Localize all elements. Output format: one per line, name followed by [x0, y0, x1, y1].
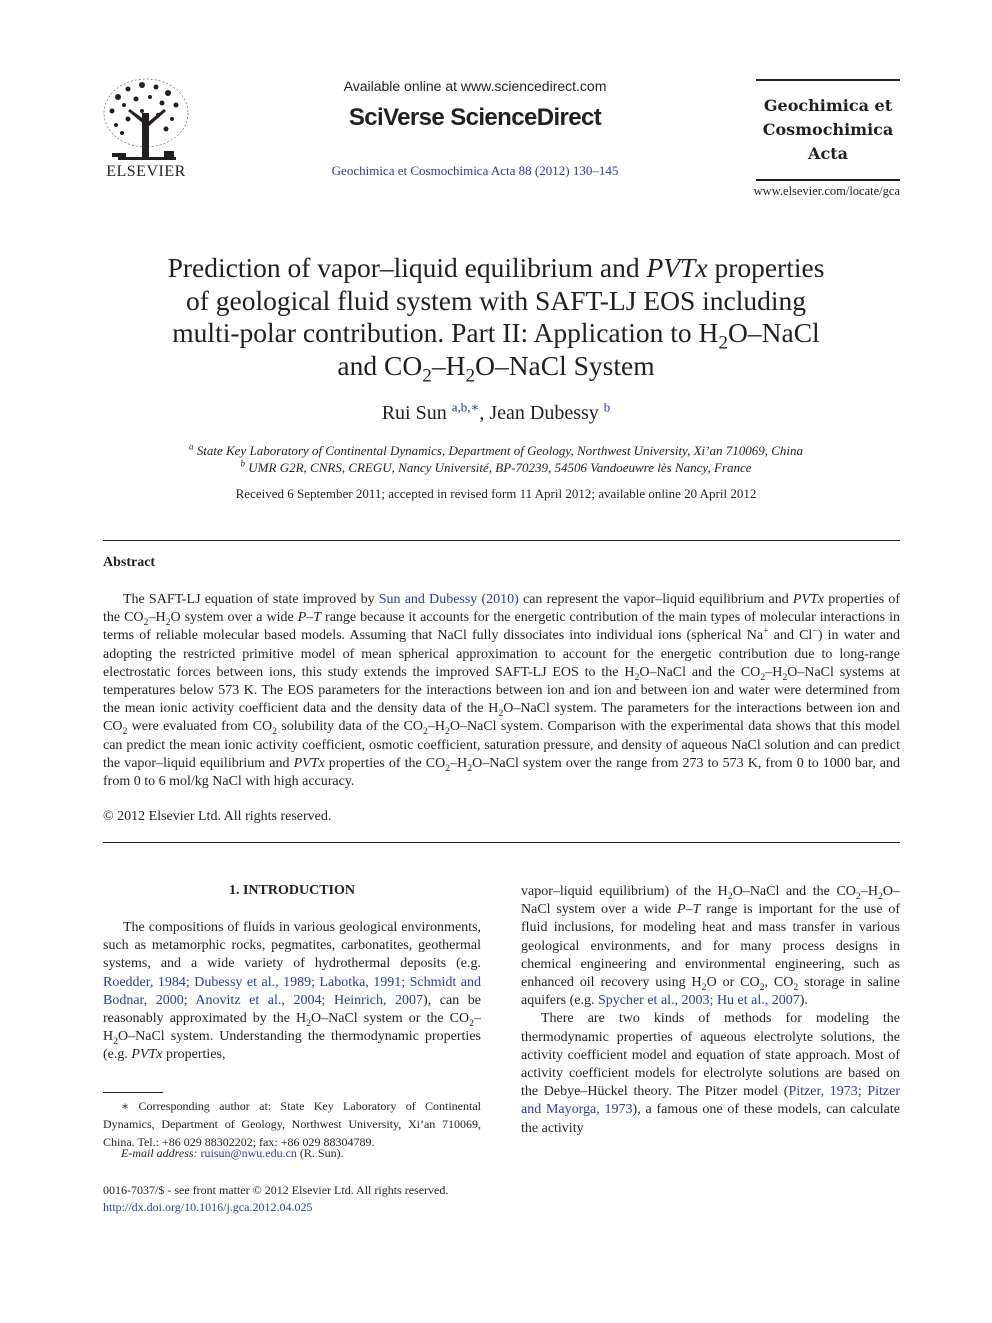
title-line: of geological fluid system with SAFT-LJ EOS including: [186, 284, 806, 316]
intro-paragraph-left: The compositions of fluids in various geological environments, such as metamorphic rocks, pegmatites, carbonatites, geothermal systems, and a wide variety of hydrothermal deposits (e.g. Roedder, 1984; Dubessy et al., 1989; Labotka, 1991; Schmidt and Bodnar, 2000; Anovitz et al., 2004; Heinrich, 2007), can be reasonably approximated by the $H_2O$–NaCl system or the $CO_2-H_2O$–NaCl system. Understanding the thermodynamic properties (e.g. PVTx properties,: [103, 920, 481, 1063]
email-suffix: (R. Sun).: [296, 1146, 344, 1160]
intro-column-right: [521, 883, 900, 1138]
affiliation-b: [100, 460, 892, 476]
author-separator: ,: [479, 402, 490, 424]
abstract-body: The SAFT-LJ equation of state improved by Sun and Dubessy (2010) can represent the vapor–liquid equilibrium and PVTx properties of the $CO_2-H_2O$ system over a wide P–T range because it accounts for the energetic contribution of the main types of molecular interactions in terms of reliable molecular based models. Assuming that NaCl fully dissociates into individual ions (spherical Na+ and Cl−) in water and adopting the restricted primitive model of mean spherical approximation to account for the energetic contribution due to long-range electrostatic forces between ions, this study extends the improved SAFT-LJ EOS to the $H_2O$–NaCl and the $CO_2-H_2O$–NaCl systems at temperatures below 573 K. The EOS parameters for the interactions between ion and ion and between ion and water were determined from the mean ionic activity coefficient data and the density data of the $H_2O$–NaCl system. The parameters for the interactions between ion and $CO_2$ were evaluated from $CO_2$ solubility data of the $CO_2-H_2O$–NaCl system. Comparison with the experimental data shows that this model can predict the mean ionic activity coefficient, osmotic coefficient, saturation pressure, and density of aqueous NaCl solution and can predict the vapor–liquid equilibrium and PVTx properties of the $CO_2-H_2O$–NaCl system over the range from 273 to 573 K, from 0 to 1000 bar, and from 0 to 6 mol/kg NaCl with high accuracy.: [103, 592, 901, 790]
author-name: Jean Dubessy: [489, 402, 599, 424]
abstract-heading: Abstract: [103, 555, 156, 570]
sciverse-logo[interactable]: SciVerse ScienceDirect: [348, 104, 602, 131]
affiliation-mark: a: [188, 441, 194, 452]
doi-link[interactable]: http://dx.doi.org/10.1016/j.gca.2012.04.025: [103, 1200, 313, 1214]
journal-title: [756, 94, 900, 166]
affiliation-a: [100, 443, 892, 459]
email-label: E-mail address:: [121, 1146, 198, 1160]
title-text: O–NaCl: [728, 317, 820, 348]
citation-link[interactable]: Roedder, 1984; Dubessy et al., 1989; Labotka, 1991; Schmidt and Bodnar, 2000; Anovitz et al., 2004; Heinrich, 2007: [103, 974, 481, 1008]
title-text: O–NaCl System: [475, 349, 655, 381]
section-heading: 1. INTRODUCTION: [228, 883, 355, 898]
author-name: Rui Sun: [381, 402, 447, 424]
journal-title-line: Geochimica et: [763, 96, 893, 115]
subscript: 2: [422, 365, 432, 386]
author-email-line: [103, 1146, 481, 1161]
citation-link[interactable]: Pitzer, 1973; Pitzer and Mayorga, 1973: [521, 1084, 901, 1118]
footnote-mark: ∗: [121, 1099, 130, 1113]
divider: [103, 540, 900, 541]
affiliation-text: State Key Laboratory of Continental Dynamics, Department of Geology, Northwest University, Xi’an 710069, China: [196, 443, 804, 458]
divider: [103, 842, 900, 843]
abstract-copyright: © 2012 Elsevier Ltd. All rights reserved.: [103, 809, 332, 824]
title-text: and CO: [337, 349, 423, 381]
journal-title-line: Cosmochimica: [762, 120, 894, 139]
intro-paragraph: There are two kinds of methods for modeling the thermodynamic properties of aqueous electrolyte solutions, the activity coefficient model and equation of state approach. Most of activity coefficient models for electrolyte solutions are based on the Debye–Hückel theory. The Pitzer model (Pitzer, 1973; Pitzer and Mayorga, 1973), a famous one of these models, can calculate the activity: [521, 1011, 901, 1136]
citation-link[interactable]: Spycher et al., 2003; Hu et al., 2007: [597, 993, 800, 1009]
journal-title-line: Acta: [808, 144, 848, 163]
author-affiliation-marks[interactable]: a,b,∗: [451, 399, 480, 415]
available-online-text: Available online at www.sciencedirect.com: [343, 78, 607, 94]
article-title: [100, 252, 892, 386]
issn-line: 0016-7037/$ - see front matter © 2012 Elsevier Ltd. All rights reserved.: [103, 1183, 449, 1197]
title-text: multi-polar contribution. Part II: Application to H: [172, 317, 719, 348]
footnote-text: Corresponding author at: State Key Laboratory of Continental Dynamics, Department of Geology, Northwest University, Xi’an 710069, China. Tel.: +86 029 88302202; fax: +86 029 88304789.: [103, 1099, 481, 1149]
subscript: 2: [465, 365, 476, 386]
title-text: –H: [431, 349, 466, 381]
title-pvtx: PVTx: [646, 252, 708, 283]
article-history: Received 6 September 2011; accepted in revised form 11 April 2012; available online 20 April 2012: [235, 486, 757, 501]
elsevier-logo: [98, 75, 194, 185]
intro-paragraph: vapor–liquid equilibrium) of the $H_2O$–NaCl and the $CO_2-H_2O$–NaCl system over a wide P–T range is important for the use of fluid inclusions, for modeling heat and mass transfer in various geological environments, and for many process designs in chemical engineering and environmental engineering, such as enhanced oil recovery using $H_2O$ or $CO_2$, $CO_2$ storage in saline aquifers (e.g. Spycher et al., 2003; Hu et al., 2007).: [521, 884, 900, 1009]
affiliation-mark: b: [240, 458, 246, 469]
email-link[interactable]: ruisun@nwu.edu.cn: [200, 1146, 297, 1160]
title-text: Prediction of vapor–liquid equilibrium and: [167, 252, 647, 283]
author-affiliation-marks[interactable]: b: [603, 399, 611, 415]
affiliation-text: UMR G2R, CNRS, CREGU, Nancy Université, BP-70239, 54506 Vandoeuwre lès Nancy, France: [248, 460, 752, 475]
journal-url[interactable]: www.elsevier.com/locate/gca: [753, 184, 900, 198]
footnote-divider: [103, 1092, 163, 1093]
citation-link[interactable]: Sun and Dubessy (2010): [378, 592, 519, 607]
subscript: 2: [718, 332, 729, 354]
journal-citation-link[interactable]: Geochimica et Cosmochimica Acta 88 (2012) 130–145: [331, 163, 619, 178]
publisher-name: ELSEVIER: [106, 163, 186, 180]
author-list: [100, 399, 892, 425]
title-text: properties: [707, 252, 825, 283]
corresponding-author-footnote: [103, 1097, 481, 1151]
